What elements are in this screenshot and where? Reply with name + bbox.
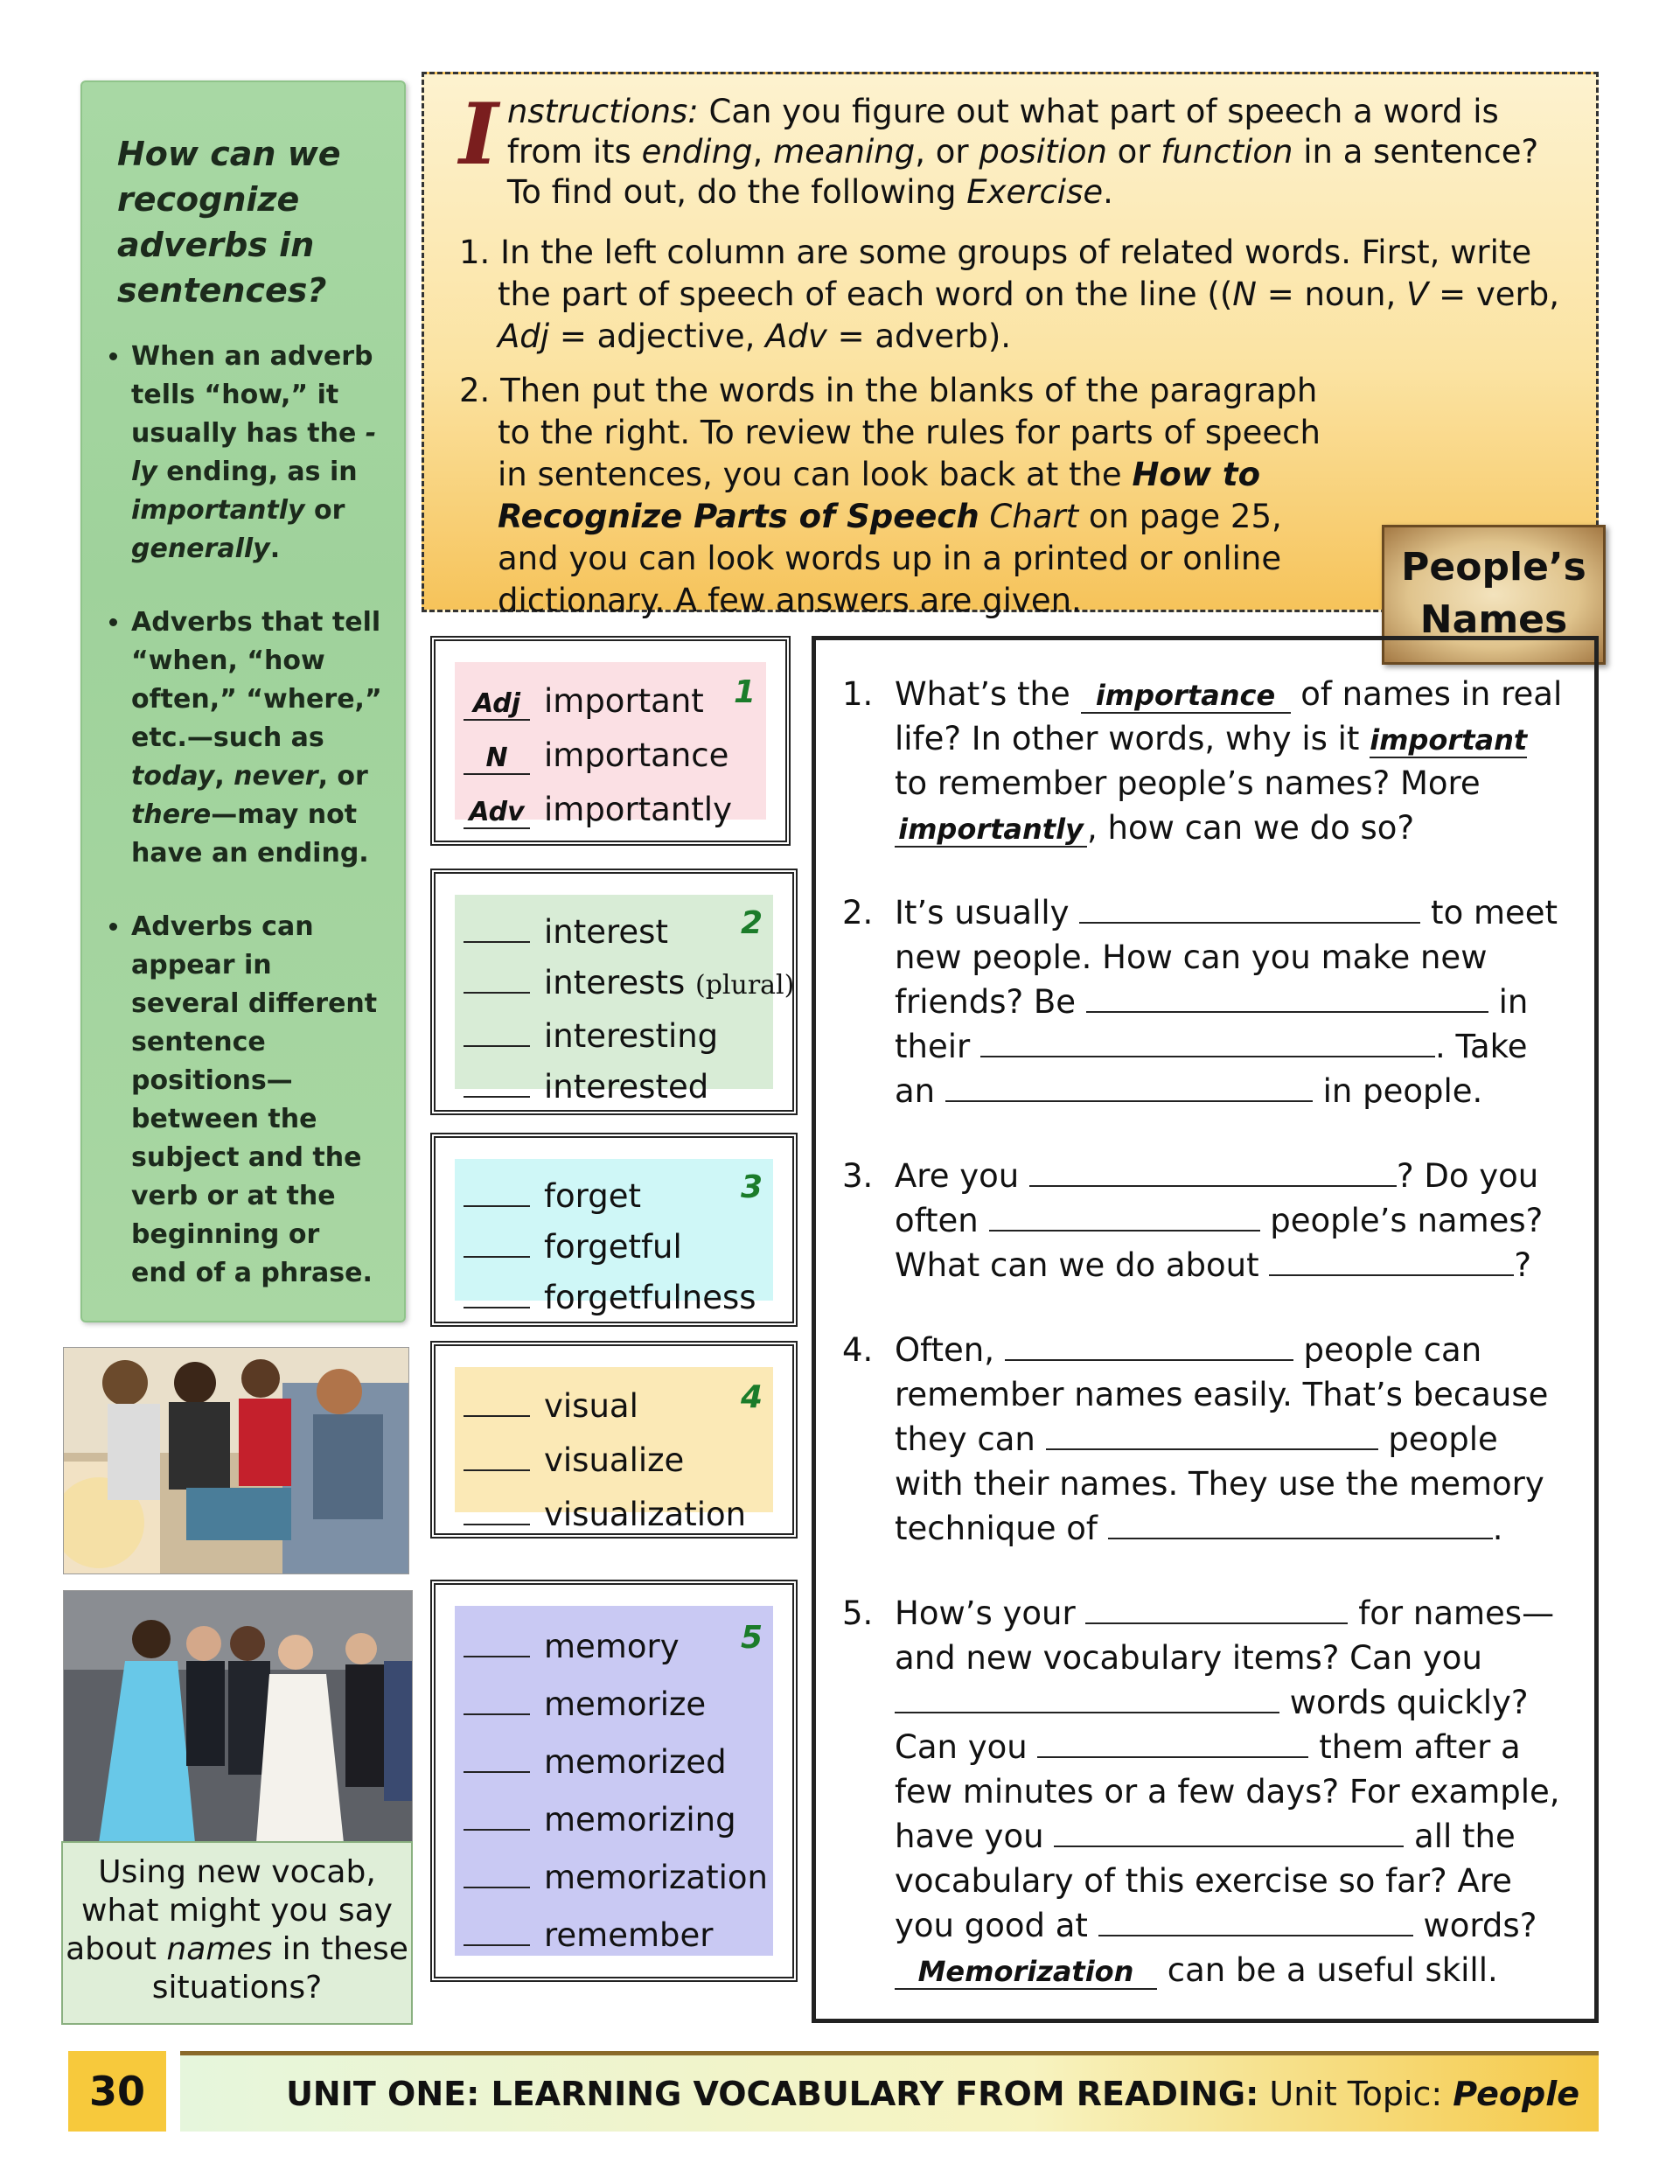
- group-number: 4: [740, 1379, 763, 1415]
- word-row: N importance: [464, 729, 757, 783]
- answer-blank[interactable]: [464, 1656, 530, 1657]
- word-group-2: [430, 869, 798, 1115]
- answer-blank[interactable]: [464, 1944, 530, 1946]
- photo-official-greeting: [63, 1590, 413, 1842]
- photo-caption: Using new vocab, what might you say about names in these situations?: [61, 1841, 413, 2025]
- instruction-step-1: 1. In the left column are some groups of related words. First, write the part of speech of each word on the line ((N = noun, V = verb, Adj = adjective, Adv = adverb).: [459, 234, 1559, 355]
- answer-blank[interactable]: [464, 1829, 530, 1831]
- question-5: 5. How’s your for names—and new vocabulary items? Can you words quickly? Can you them after a few minutes or a few days? For example, have you all the vocabulary of this exercise so far? Are you good at words? Memorization can be a useful skill.: [842, 1594, 1560, 1989]
- instructions-intro: nstructions: Can you figure out what part of speech a word is from its ending, meaning, or position or function in a sentence? To find out, do the following Exercise.: [506, 93, 1539, 211]
- word-group-3: [430, 1133, 798, 1327]
- answer-blank[interactable]: [1005, 1329, 1293, 1361]
- group-number: 2: [740, 905, 763, 941]
- answer-blank[interactable]: [945, 1071, 1313, 1102]
- sidebar-question: How can we recognize adverbs in sentences?: [117, 135, 341, 310]
- chart-reference: How to Recognize Parts of Speech: [498, 456, 1261, 535]
- answer-blank[interactable]: N: [464, 743, 530, 775]
- answer-blank[interactable]: [895, 1682, 1279, 1713]
- footer-unit-bar: UNIT ONE: LEARNING VOCABULARY FROM READING: Unit Topic: People: [180, 2051, 1599, 2132]
- word-row: memorization: [464, 1849, 764, 1907]
- instruction-step-2: 2. Then put the words in the blanks of the paragraph to the right. To review the rules for parts of speech in sentences, you can look back at the How to Recognize Parts of Speech Chart on page 25, and you can look words up in a printed or online dictionary. A few answers are given.: [459, 372, 1321, 619]
- answer-blank[interactable]: [464, 941, 530, 943]
- answer-blank[interactable]: [1037, 1727, 1308, 1758]
- answer-blank[interactable]: [1108, 1508, 1493, 1539]
- answer-blank[interactable]: [1054, 1816, 1404, 1847]
- word-row: memorize: [464, 1676, 764, 1734]
- word-row: interested: [464, 1062, 764, 1113]
- word-group-5: [430, 1580, 798, 1982]
- answer-blank[interactable]: Adj: [464, 689, 530, 721]
- answer-blank[interactable]: importance: [1081, 679, 1291, 714]
- students-photo-illustration: [64, 1348, 409, 1574]
- word-row: memorized: [464, 1734, 764, 1791]
- answer-blank[interactable]: importantly: [895, 813, 1087, 848]
- word-row: Adv importantly: [464, 783, 757, 837]
- answer-blank[interactable]: [1269, 1245, 1514, 1276]
- word-row: visual: [464, 1379, 764, 1434]
- page-number: 30: [68, 2051, 166, 2132]
- question-1: 1. What’s the importance of names in real life? In other words, why is it important to remember people’s names? More importantly , how can we do so?: [842, 675, 1563, 847]
- answer-blank[interactable]: [464, 1205, 530, 1207]
- answer-blank[interactable]: [1079, 892, 1420, 924]
- word-group-1: [430, 636, 791, 846]
- answer-blank[interactable]: [464, 1524, 530, 1525]
- fill-in-paragraph: [812, 636, 1599, 2023]
- question-4: 4. Often, people can remember names easily. That’s because they can people with their names. They use the memory technique of .: [842, 1331, 1549, 1547]
- greeting-photo-illustration: [64, 1591, 413, 1842]
- word-row: visualization: [464, 1488, 764, 1542]
- sidebar-bullets: [105, 338, 383, 1293]
- answer-blank[interactable]: [1085, 1593, 1348, 1624]
- photo-students-handshake: [63, 1347, 409, 1574]
- word-group-4: [430, 1341, 798, 1539]
- word-row: forgetfulness: [464, 1273, 764, 1323]
- word-row: remember: [464, 1907, 764, 1964]
- drop-cap: I: [459, 85, 498, 184]
- peoples-names-badge: People’s Names: [1382, 525, 1606, 665]
- question-3: 3. Are you ? Do you often people’s names? What can we do about ?: [842, 1157, 1544, 1284]
- answer-blank[interactable]: [464, 1307, 530, 1308]
- answer-blank[interactable]: Memorization: [895, 1955, 1157, 1990]
- answer-blank[interactable]: [989, 1200, 1260, 1232]
- answer-blank[interactable]: [464, 1415, 530, 1417]
- answer-blank[interactable]: [464, 1045, 530, 1047]
- answer-blank[interactable]: [464, 1887, 530, 1888]
- answer-blank[interactable]: [980, 1026, 1435, 1057]
- sidebar-bullet: • Adverbs that tell “when, “how often,” “where,” etc.—such as today, never, or there—may not have an ending.: [131, 604, 383, 873]
- answer-blank[interactable]: [464, 1771, 530, 1773]
- word-row: forget: [464, 1171, 764, 1222]
- group-number: 3: [740, 1169, 763, 1205]
- answer-blank[interactable]: [464, 1469, 530, 1471]
- answer-blank[interactable]: [1029, 1155, 1397, 1187]
- answer-blank[interactable]: Adv: [464, 798, 530, 829]
- word-row: interest: [464, 907, 764, 958]
- answer-blank[interactable]: [464, 1713, 530, 1715]
- sidebar-bullet: • Adverbs can appear in several different sentence positions—between the subject and the verb or at the beginning or end of a phrase.: [131, 908, 383, 1293]
- adverb-tip-sidebar: [80, 80, 406, 1322]
- answer-blank[interactable]: [464, 1256, 530, 1258]
- word-row: interests (plural): [464, 958, 764, 1011]
- answer-blank[interactable]: [464, 992, 530, 994]
- answer-blank[interactable]: [1098, 1905, 1413, 1936]
- word-row: Adj important: [464, 674, 757, 729]
- answer-blank[interactable]: [464, 1096, 530, 1098]
- answer-blank[interactable]: [1086, 981, 1488, 1013]
- word-row: forgetful: [464, 1222, 764, 1273]
- answer-blank[interactable]: important: [1370, 723, 1528, 757]
- word-row: visualize: [464, 1434, 764, 1488]
- word-row: interesting: [464, 1011, 764, 1062]
- answer-blank[interactable]: [1046, 1419, 1378, 1450]
- sidebar-bullet: • When an adverb tells “how,” it usually has the -ly ending, as in importantly or generally.: [131, 338, 383, 569]
- group-number: 5: [740, 1620, 763, 1656]
- question-2: 2. It’s usually to meet new people. How can you make new friends? Be in their . Take an in people.: [842, 894, 1558, 1110]
- group-number: 1: [733, 674, 756, 710]
- word-row: memorizing: [464, 1791, 764, 1849]
- word-row: memory: [464, 1618, 764, 1676]
